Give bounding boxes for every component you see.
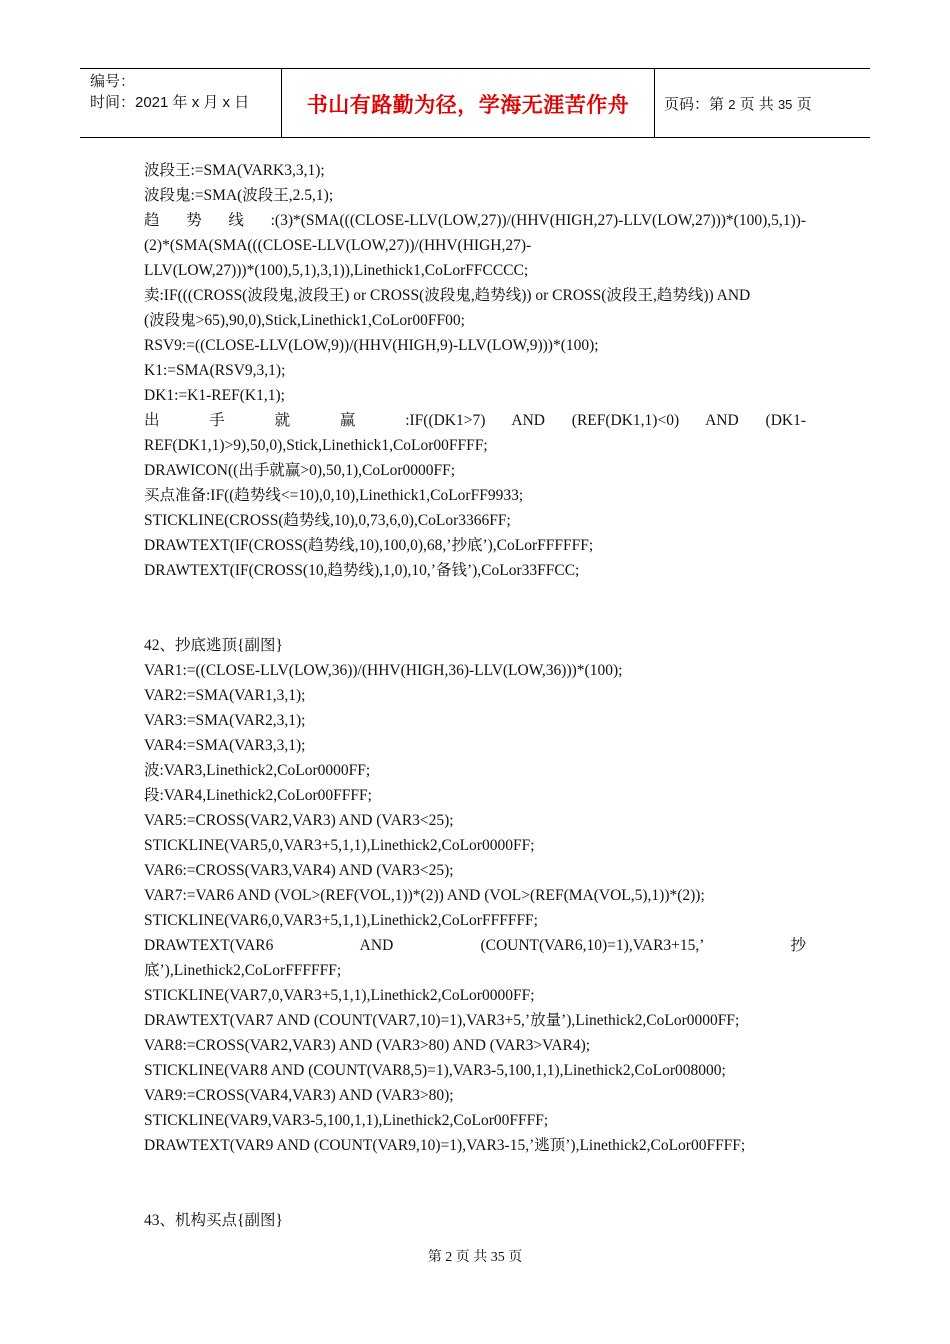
code-line: 43、机构买点{副图} <box>144 1212 283 1229</box>
doc-code-label: 编号： <box>90 73 136 90</box>
blank-line <box>144 583 806 608</box>
code-line: VAR9:=CROSS(VAR4,VAR3) AND (VAR3>80); <box>144 1087 454 1104</box>
header-page-info <box>664 93 812 114</box>
code-line: 段:VAR4,Linethick2,CoLor00FFFF; <box>144 787 372 804</box>
page-header <box>80 68 870 138</box>
code-line: VAR7:=VAR6 AND (VOL>(REF(VOL,1))*(2)) AND (VOL>(REF(MA(VOL,5),1))*(2)); <box>144 887 705 904</box>
code-line: 卖:IF(((CROSS(波段鬼,波段王) or CROSS(波段鬼,趋势线)) or CROSS(波段王,趋势线)) AND <box>144 287 751 304</box>
code-line: 底’),Linethick2,CoLorFFFFFF; <box>144 962 342 979</box>
code-line: REF(DK1,1)>9),50,0),Stick,Linethick1,CoLor00FFFF; <box>144 437 488 454</box>
page-mid: 页 共 <box>739 96 774 113</box>
code-line: DRAWTEXT(IF(CROSS(趋势线,10),100,0),68,’抄底’),CoLorFFFFFF; <box>144 537 594 554</box>
code-line: VAR5:=CROSS(VAR2,VAR3) AND (VAR3<25); <box>144 812 454 829</box>
code-line: STICKLINE(CROSS(趋势线,10),0,73,6,0),CoLor3366FF; <box>144 512 511 529</box>
code-line: STICKLINE(VAR6,0,VAR3+5,1,1),Linethick2,CoLorFFFFFF; <box>144 912 538 929</box>
code-line: 趋 势 线 :(3)*(SMA(((CLOSE-LLV(LOW,27))/(HHV(HIGH,27)-LLV(LOW,27)))*(100),5,1))- <box>144 212 806 229</box>
code-line: STICKLINE(VAR7,0,VAR3+5,1,1),Linethick2,CoLor0000FF; <box>144 987 535 1004</box>
page-prefix: 页码：第 <box>664 96 725 113</box>
code-line: STICKLINE(VAR5,0,VAR3+5,1,1),Linethick2,CoLor0000FF; <box>144 837 535 854</box>
code-line: 买点准备:IF((趋势线<=10),0,10),Linethick1,CoLorFF9933; <box>144 487 524 504</box>
page-footer: 第 2 页 共 35 页 <box>427 1250 523 1265</box>
code-line: DRAWTEXT(IF(CROSS(10,趋势线),1,0),10,’备钱’),CoLor33FFCC; <box>144 562 580 579</box>
header-divider <box>654 69 655 137</box>
code-line: VAR3:=SMA(VAR2,3,1); <box>144 712 306 729</box>
blank-line <box>144 1158 806 1183</box>
code-line: DRAWTEXT(VAR9 AND (COUNT(VAR9,10)=1),VAR3-15,’逃顶’),Linethick2,CoLor00FFFF; <box>144 1137 746 1154</box>
code-line: STICKLINE(VAR9,VAR3-5,100,1,1),Linethick2,CoLor00FFFF; <box>144 1112 549 1129</box>
code-line: 波段鬼:=SMA(波段王,2.5,1); <box>144 187 334 204</box>
header-motto: 书山有路勤为径，学海无涯苦作舟 <box>306 93 630 117</box>
code-line: VAR4:=SMA(VAR3,3,1); <box>144 737 306 754</box>
code-line: LLV(LOW,27)))*(100),5,1),3,1)),Linethick1,CoLorFFCCCC; <box>144 262 529 279</box>
code-line: 42、抄底逃顶{副图} <box>144 637 283 654</box>
code-line: RSV9:=((CLOSE-LLV(LOW,9))/(HHV(HIGH,9)-LLV(LOW,9)))*(100); <box>144 337 599 354</box>
code-line: DRAWTEXT(VAR6 AND (COUNT(VAR6,10)=1),VAR3+15,’ 抄 <box>144 937 806 954</box>
code-line: DRAWTEXT(VAR7 AND (COUNT(VAR7,10)=1),VAR3+5,’放量’),Linethick2,CoLor0000FF; <box>144 1012 740 1029</box>
code-line: K1:=SMA(RSV9,3,1); <box>144 362 286 379</box>
code-line: VAR1:=((CLOSE-LLV(LOW,36))/(HHV(HIGH,36)-LLV(LOW,36)))*(100); <box>144 662 623 679</box>
code-line: VAR2:=SMA(VAR1,3,1); <box>144 687 306 704</box>
code-line: DK1:=K1-REF(K1,1); <box>144 387 285 404</box>
code-line: VAR6:=CROSS(VAR3,VAR4) AND (VAR3<25); <box>144 862 454 879</box>
header-meta <box>90 71 280 113</box>
code-line: 出 手 就 赢 :IF((DK1>7) AND (REF(DK1,1)<0) AND (DK1- <box>144 412 806 429</box>
blank-line <box>144 1183 806 1208</box>
code-line: 波:VAR3,Linethick2,CoLor0000FF; <box>144 762 371 779</box>
code-line: (2)*(SMA(SMA(((CLOSE-LLV(LOW,27))/(HHV(HIGH,27)- <box>144 237 532 254</box>
blank-line <box>144 608 806 633</box>
code-line: VAR8:=CROSS(VAR2,VAR3) AND (VAR3>80) AND (VAR3>VAR4); <box>144 1037 591 1054</box>
document-body <box>144 158 806 1233</box>
code-line: STICKLINE(VAR8 AND (COUNT(VAR8,5)=1),VAR3-5,100,1,1),Linethick2,CoLor008000; <box>144 1062 726 1079</box>
page-total: 35 <box>777 97 793 112</box>
page-number: 2 <box>728 97 736 112</box>
page-suffix: 页 <box>796 96 812 113</box>
code-line: (波段鬼>65),90,0),Stick,Linethick1,CoLor00FF00; <box>144 312 465 329</box>
code-line: DRAWICON((出手就赢>0),50,1),CoLor0000FF; <box>144 462 456 479</box>
doc-date: 时间：2021 年 x 月 x 日 <box>90 94 250 111</box>
code-line: 波段王:=SMA(VARK3,3,1); <box>144 162 325 179</box>
